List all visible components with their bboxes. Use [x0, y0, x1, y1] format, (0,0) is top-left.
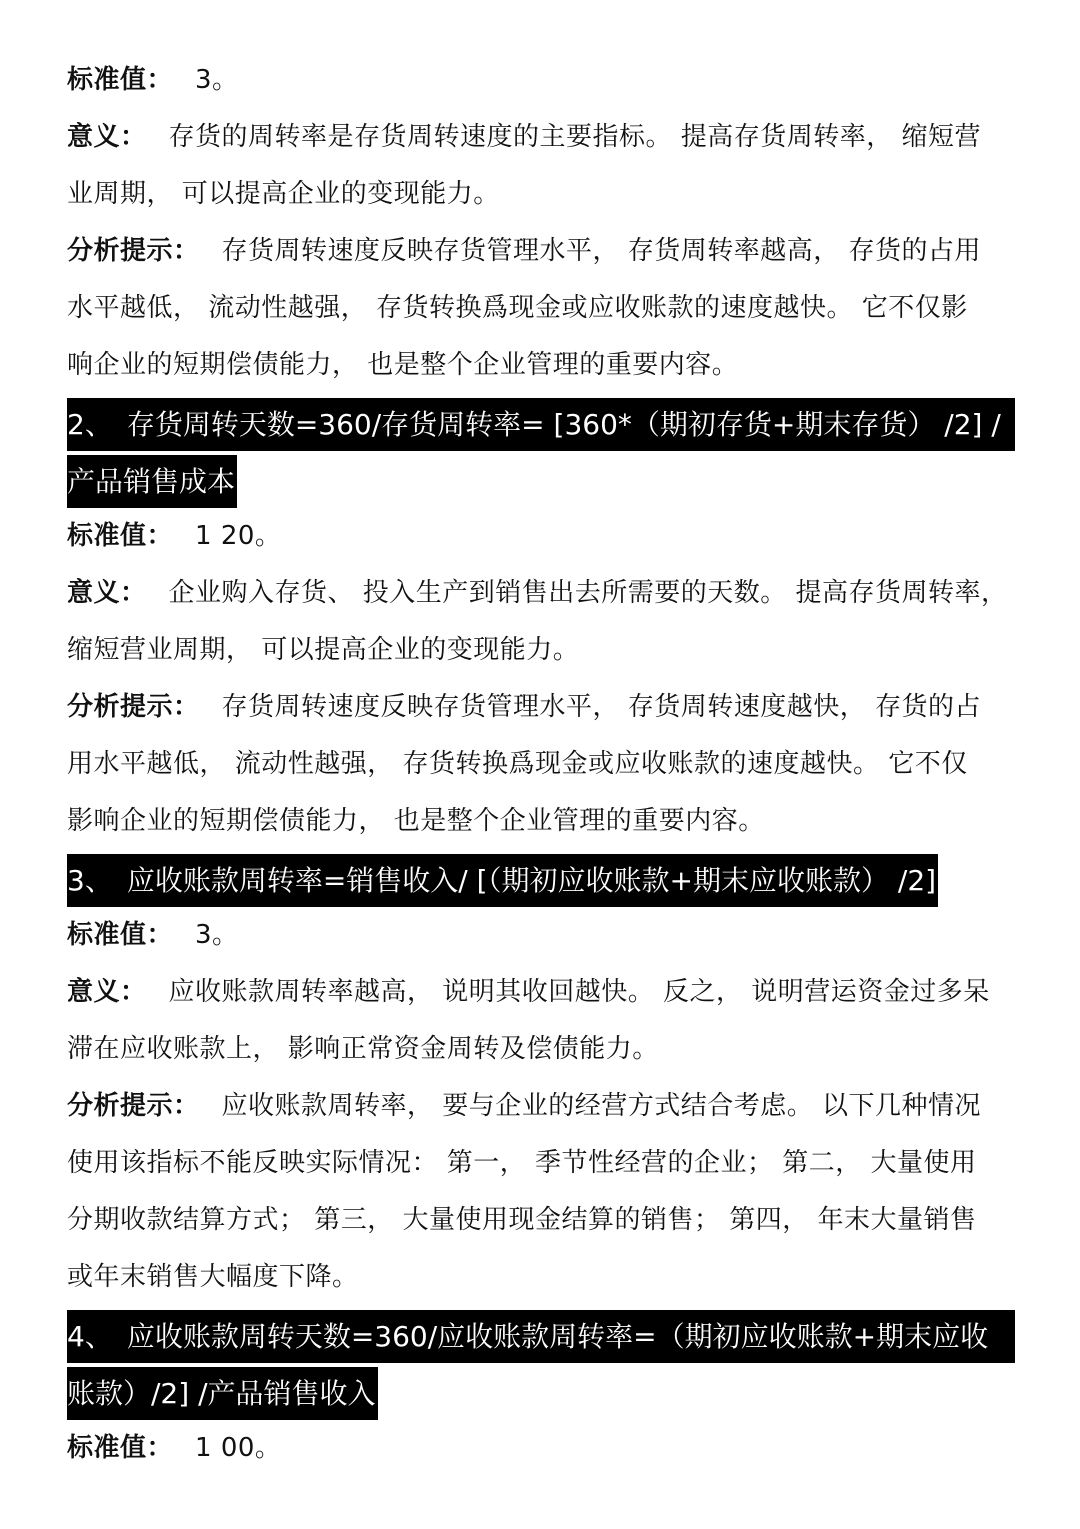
- section-heading-highlight: [67, 854, 938, 907]
- meaning-label: 意义：: [67, 977, 147, 1007]
- document-page: [67, 52, 1015, 1477]
- section-heading-highlight: [67, 398, 1015, 451]
- analysis-line: [67, 679, 1015, 736]
- section-heading-highlight: [67, 455, 237, 508]
- standard-label: 标准值：: [67, 920, 174, 950]
- section-heading-text: 产品销售成本: [67, 464, 236, 498]
- analysis-line: [67, 280, 1015, 337]
- standard-value-line: [67, 52, 1015, 109]
- analysis-text: 存货周转速度反映存货管理水平， 存货周转率越高， 存货的占用: [221, 236, 982, 266]
- analysis-text: 应收账款周转率， 要与企业的经营方式结合考虑。 以下几种情况: [221, 1091, 982, 1121]
- analysis-label: 分析提示：: [67, 692, 200, 722]
- section-heading-highlight: [67, 1367, 378, 1420]
- section-heading: [67, 394, 1015, 451]
- section-heading-continued: [67, 451, 1015, 508]
- meaning-line: [67, 565, 1015, 622]
- section-number: 2、: [67, 407, 113, 441]
- standard-value: 1 00。: [195, 1433, 282, 1463]
- analysis-line: [67, 1135, 1015, 1192]
- standard-label: 标准值：: [67, 65, 174, 95]
- standard-value-line: [67, 907, 1015, 964]
- analysis-label: 分析提示：: [67, 1091, 200, 1121]
- standard-label: 标准值：: [67, 521, 174, 551]
- section-heading-text: 应收账款周转率=销售收入/ [（期初应收账款+期末应收账款） /2]: [126, 863, 937, 897]
- section-heading-continued: [67, 1363, 1015, 1420]
- meaning-text: 存货的周转率是存货周转速度的主要指标。 提高存货周转率， 缩短营: [168, 122, 982, 152]
- analysis-text: 用水平越低， 流动性越强， 存货转换爲现金或应收账款的速度越快。 它不仅: [67, 749, 968, 779]
- meaning-line: [67, 622, 1015, 679]
- analysis-line: [67, 1249, 1015, 1306]
- meaning-text: 业周期， 可以提高企业的变现能力。: [67, 179, 500, 209]
- meaning-text: 应收账款周转率越高， 说明其收回越快。 反之， 说明营运资金过多呆: [168, 977, 990, 1007]
- meaning-label: 意义：: [67, 122, 147, 152]
- analysis-line: [67, 793, 1015, 850]
- section-heading-text: 账款）/2] /产品销售收入: [67, 1376, 376, 1410]
- standard-value: 3。: [195, 920, 239, 950]
- section-heading-highlight: [67, 1310, 1015, 1363]
- meaning-line: [67, 964, 1015, 1021]
- meaning-text: 滞在应收账款上， 影响正常资金周转及偿债能力。: [67, 1034, 659, 1064]
- meaning-line: [67, 166, 1015, 223]
- standard-value: 3。: [195, 65, 239, 95]
- analysis-text: 响企业的短期偿债能力， 也是整个企业管理的重要内容。: [67, 350, 739, 380]
- meaning-text: 缩短营业周期， 可以提高企业的变现能力。: [67, 635, 580, 665]
- section-number: 4、: [67, 1319, 113, 1353]
- analysis-line: [67, 736, 1015, 793]
- meaning-line: [67, 109, 1015, 166]
- analysis-line: [67, 1078, 1015, 1135]
- section-heading-text: 应收账款周转天数=360/应收账款周转率=（期初应收账款+期末应收: [126, 1319, 989, 1353]
- analysis-text: 存货周转速度反映存货管理水平， 存货周转速度越快， 存货的占: [221, 692, 982, 722]
- analysis-line: [67, 1192, 1015, 1249]
- section-number: 3、: [67, 863, 113, 897]
- section-heading: [67, 850, 1015, 907]
- analysis-text: 影响企业的短期偿债能力， 也是整个企业管理的重要内容。: [67, 806, 765, 836]
- standard-value-line: [67, 1420, 1015, 1477]
- analysis-text: 分期收款结算方式； 第三， 大量使用现金结算的销售； 第四， 年末大量销售: [67, 1205, 977, 1235]
- analysis-text: 水平越低， 流动性越强， 存货转换爲现金或应收账款的速度越快。 它不仅影: [67, 293, 968, 323]
- section-heading: [67, 1306, 1015, 1363]
- standard-value-line: [67, 508, 1015, 565]
- analysis-text: 或年末销售大幅度下降。: [67, 1262, 359, 1292]
- meaning-line: [67, 1021, 1015, 1078]
- section-heading-text: 存货周转天数=360/存货周转率= [360*（期初存货+期末存货） /2] /: [126, 407, 1001, 441]
- analysis-line: [67, 337, 1015, 394]
- standard-value: 1 20。: [195, 521, 282, 551]
- meaning-label: 意义：: [67, 578, 147, 608]
- standard-label: 标准值：: [67, 1433, 174, 1463]
- analysis-label: 分析提示：: [67, 236, 200, 266]
- analysis-text: 使用该指标不能反映实际情况： 第一， 季节性经营的企业； 第二， 大量使用: [67, 1148, 977, 1178]
- analysis-line: [67, 223, 1015, 280]
- meaning-text: 企业购入存货、 投入生产到销售出去所需要的天数。 提高存货周转率，: [168, 578, 1008, 608]
